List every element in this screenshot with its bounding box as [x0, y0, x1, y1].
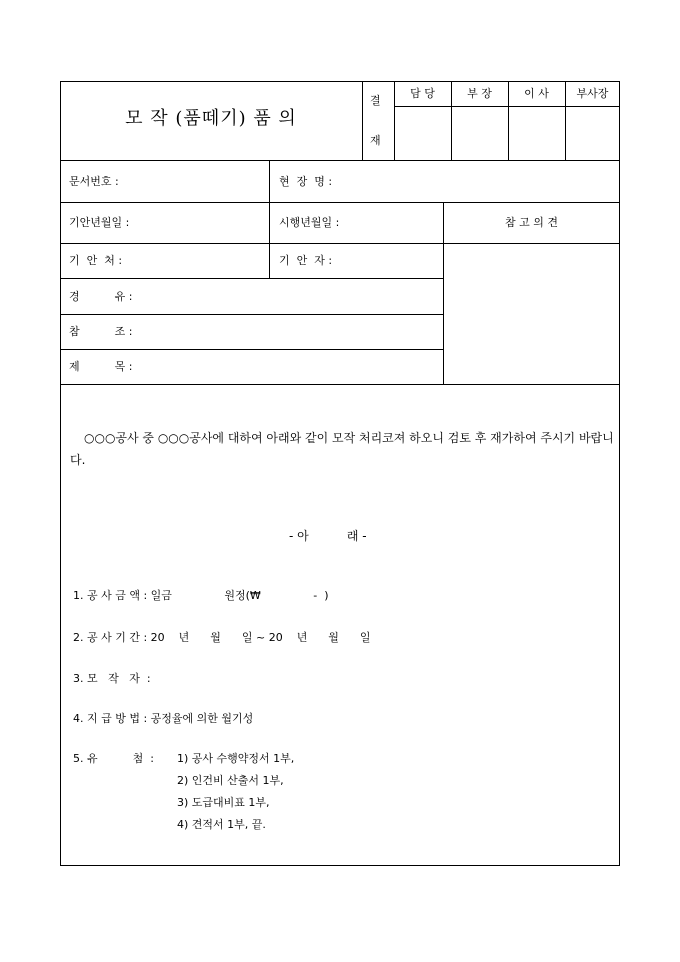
- attachment-item: 3) 도급대비표 1부,: [177, 796, 270, 809]
- row-line-6: [61, 349, 443, 350]
- approval-label-top: 결: [370, 94, 381, 107]
- site-name-label: 현 장 명 :: [279, 175, 333, 188]
- approver-manager: 부 장: [467, 87, 492, 100]
- approval-block-divider: [362, 82, 363, 160]
- form-title: 모 작 (품떼기) 품 의: [125, 108, 297, 129]
- doc-number-label: 문서번호 :: [69, 175, 119, 188]
- approver-director: 이 사: [524, 87, 549, 100]
- row-line-4: [61, 278, 443, 279]
- effective-date-label: 시행년월일 :: [279, 216, 340, 229]
- contract-amount: 1. 공 사 금 액 : 일금 원정(₩ - ): [73, 589, 329, 602]
- approval-form: [60, 81, 620, 866]
- drafter-label: 기 안 자 :: [279, 254, 333, 267]
- row-line-5: [61, 314, 443, 315]
- request-paragraph: ○○○공사 중 ○○○공사에 대하여 아래와 같이 모작 처리코져 하오니 검토 후 재가하여 주시기 바랍니다.: [70, 431, 614, 467]
- column-divider: [269, 160, 270, 278]
- route-label: 경 유 :: [69, 290, 133, 303]
- attachment-item: 1) 공사 수행약정서 1부,: [177, 752, 295, 765]
- signature-box-director[interactable]: [509, 107, 565, 160]
- payment-method: 4. 지 급 방 법 : 공정율에 의한 월기성: [73, 712, 254, 725]
- row-line-1: [61, 160, 620, 161]
- signature-box-staff[interactable]: [395, 107, 451, 160]
- draft-dept-label: 기 안 처 :: [69, 254, 123, 267]
- attachments-label: 5. 유 첨 :: [73, 752, 154, 765]
- signature-box-manager[interactable]: [452, 107, 508, 160]
- contract-period: 2. 공 사 기 간 : 20 년 월 일 ~ 20 년 월 일: [73, 631, 371, 644]
- row-line-2: [61, 202, 620, 203]
- approver-staff: 담 당: [410, 87, 435, 100]
- subject-label: 제 목 :: [69, 360, 133, 373]
- section-heading: - 아 래 -: [289, 529, 367, 543]
- approver-vice-president: 부사장: [576, 87, 609, 100]
- draft-date-label: 기안년월일 :: [69, 216, 130, 229]
- attachment-item: 2) 인건비 산출서 1부,: [177, 774, 284, 787]
- reference-label: 참 조 :: [69, 325, 133, 338]
- row-line-3: [61, 243, 620, 244]
- signature-box-vice-president[interactable]: [566, 107, 620, 160]
- attachment-item: 4) 견적서 1부, 끝.: [177, 818, 266, 831]
- row-line-7: [61, 384, 620, 385]
- approval-label-bottom: 재: [370, 134, 381, 147]
- contractor: 3. 모 작 자 :: [73, 672, 151, 685]
- reference-opinion-label: 참 고 의 견: [505, 216, 558, 229]
